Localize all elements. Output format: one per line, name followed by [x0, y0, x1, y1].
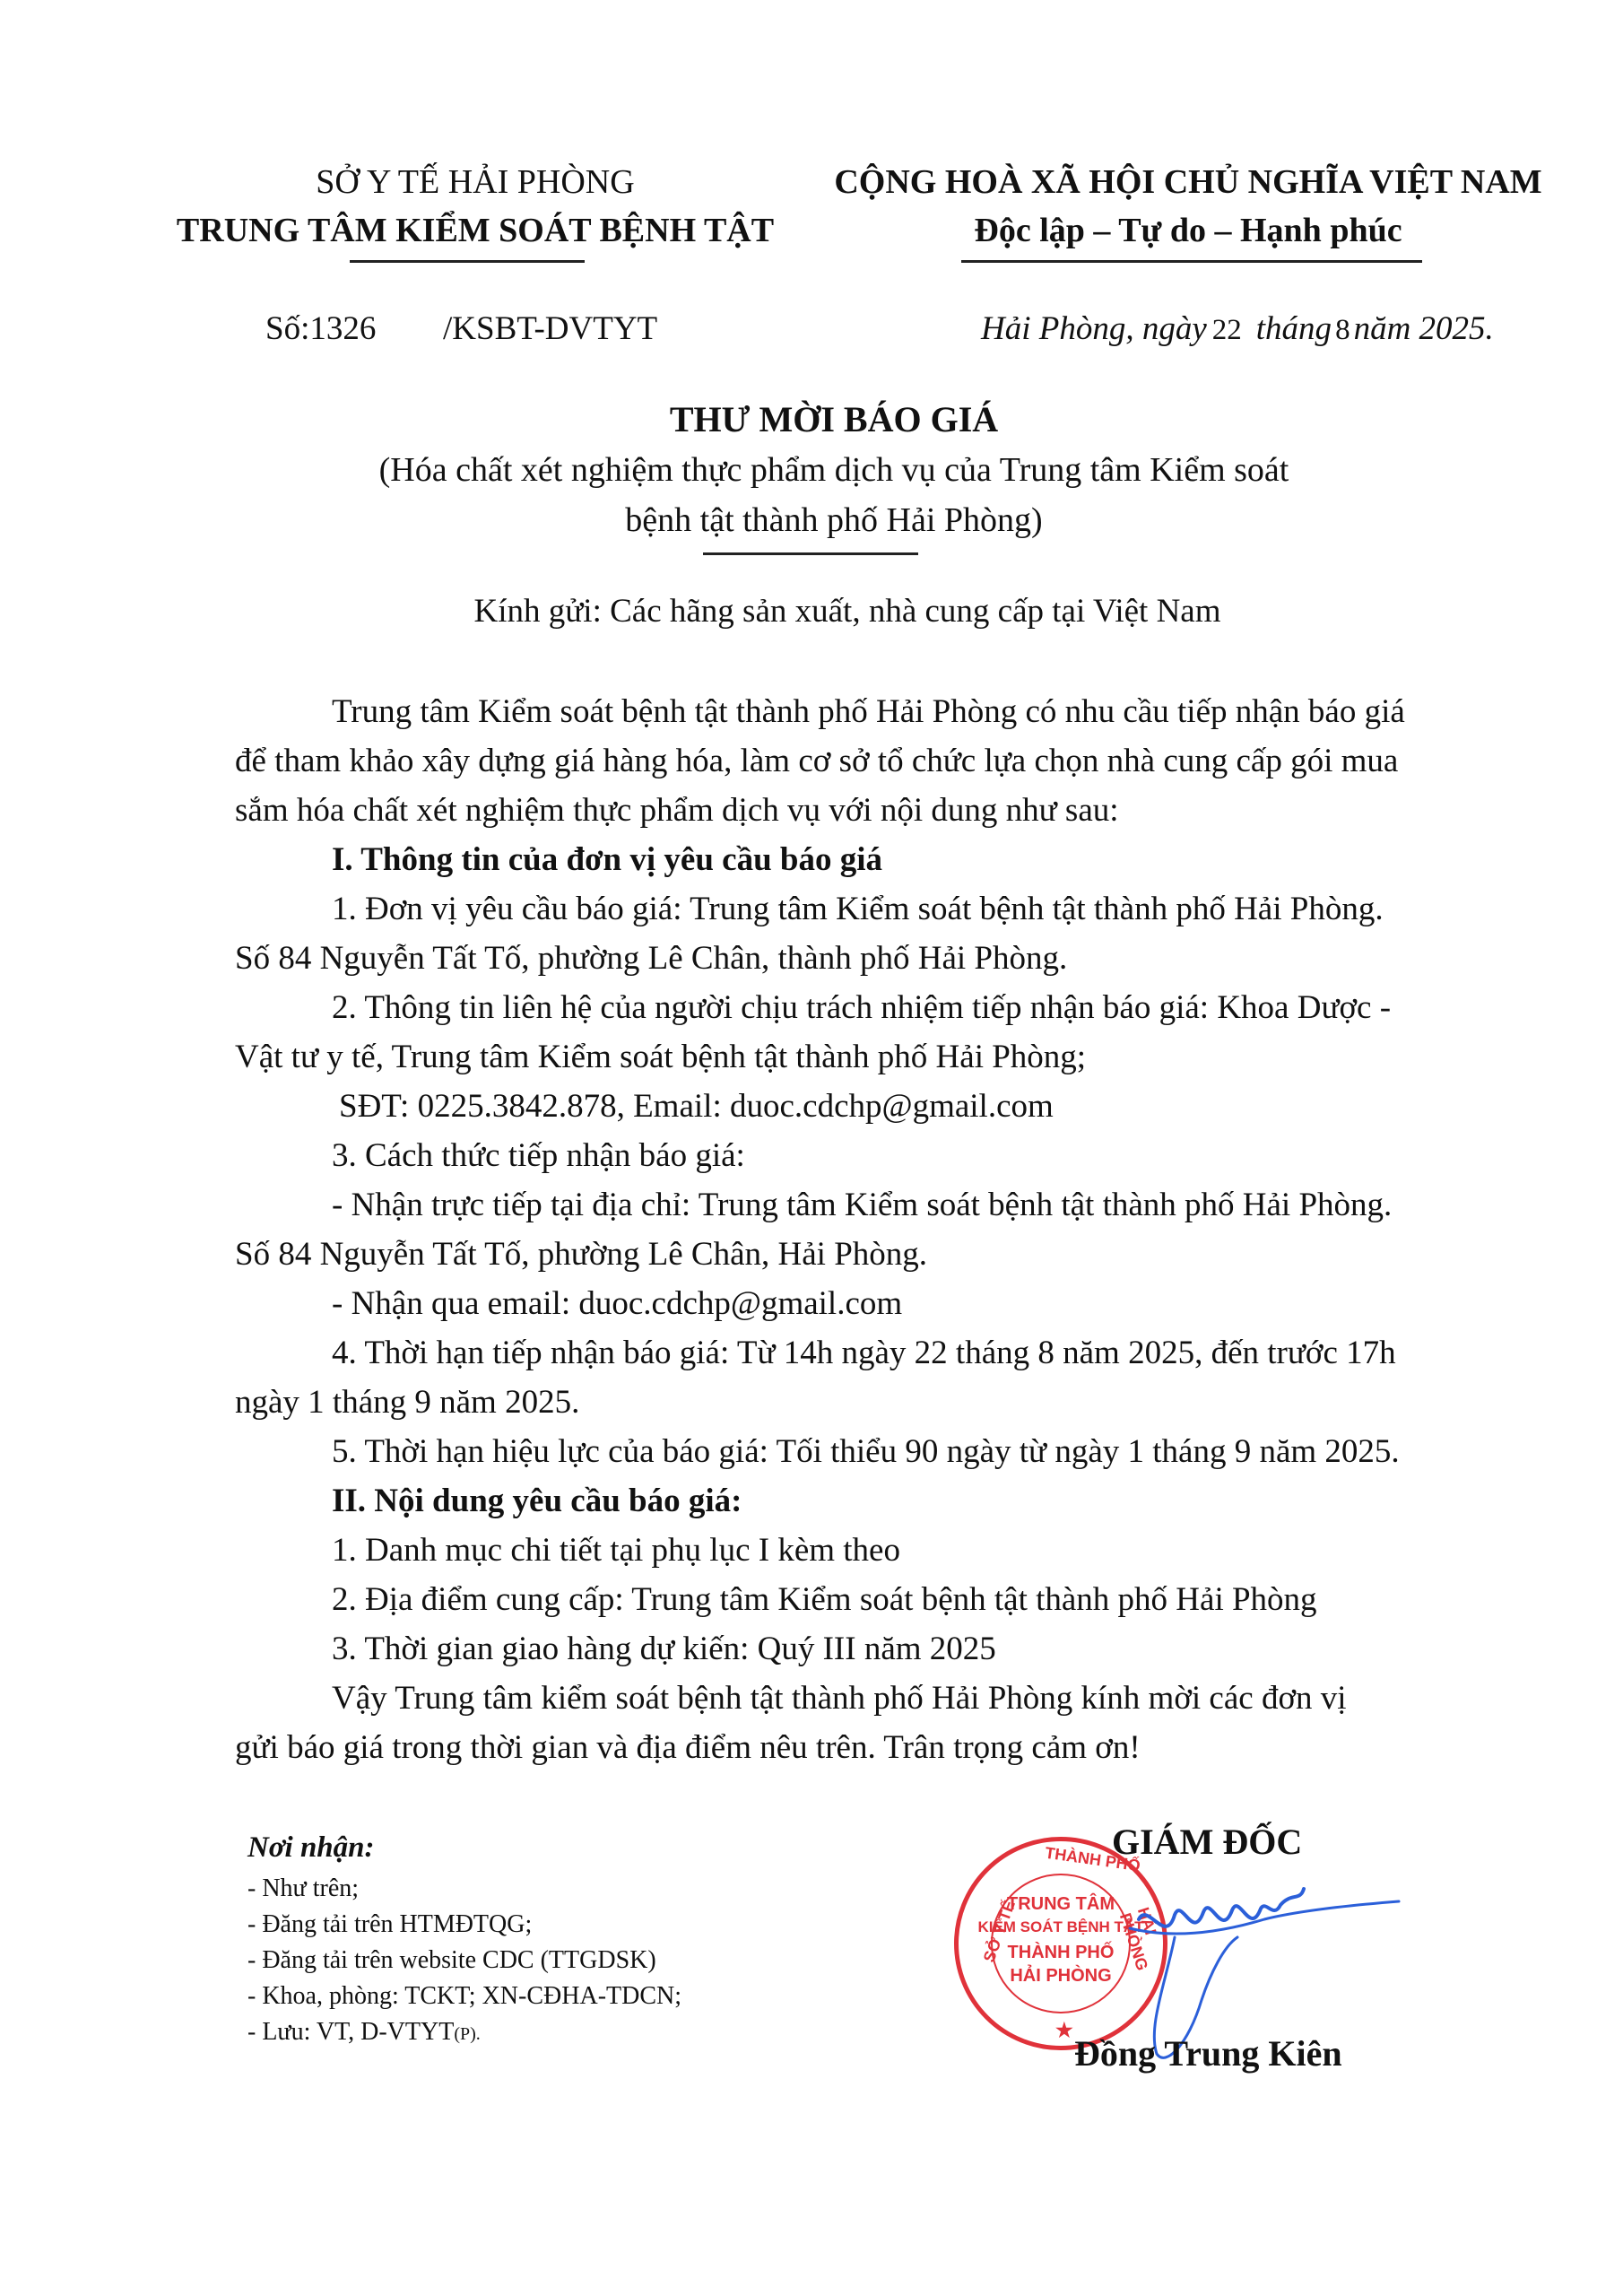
intro-line-1: Trung tâm Kiểm soát bệnh tật thành phố Hải Phòng có nhu cầu tiếp nhận báo giá: [332, 693, 1405, 730]
seal-text-2: KIỂM SOÁT BỆNH TẬT: [977, 1918, 1144, 1935]
document-title: THƯ MỜI BÁO GIÁ: [669, 399, 999, 439]
seal-ring-text: HẢI PHÒNG: [1115, 1905, 1160, 1973]
seal-text-1: TRUNG TÂM: [1007, 1894, 1115, 1914]
item-1-1-line-1: 1. Đơn vị yêu cầu báo giá: Trung tâm Kiểm soát bệnh tật thành phố Hải Phòng.: [332, 891, 1384, 927]
header-right: [816, 158, 1560, 255]
header-right-underline: [961, 260, 1422, 263]
section-2-heading: II. Nội dung yêu cầu báo giá:: [332, 1483, 742, 1519]
seal-ring-text: SỞ Y TẾ: [979, 1898, 1020, 1965]
date-month-label: tháng: [1255, 310, 1332, 347]
recipient-item: - Đăng tải trên HTMĐTQG;: [247, 1910, 533, 1938]
document-date: [981, 305, 1494, 354]
number-prefix: Số:: [265, 310, 310, 347]
archive-text: - Lưu: VT, D-VTYT: [247, 2018, 455, 2046]
intro-line-2: để tham khảo xây dựng giá hàng hóa, làm cơ sở tổ chức lựa chọn nhà cung cấp gói mua: [235, 743, 1399, 779]
recipients-list: [247, 1871, 681, 2052]
national-motto: Độc lập – Tự do – Hạnh phúc: [974, 212, 1402, 249]
recipient-item: - Khoa, phòng: TCKT; XN-CĐHA-TDCN;: [247, 1982, 682, 2010]
date-day: 22: [1211, 314, 1242, 346]
document-subtitle-2: bệnh tật thành phố Hải Phòng): [625, 501, 1043, 539]
section-1-heading: I. Thông tin của đơn vị yêu cầu báo giá: [332, 841, 883, 878]
document-code: /KSBT-DVTYT: [443, 310, 658, 347]
seal-star: ★: [1055, 2019, 1073, 2041]
item-2-3: 3. Thời gian giao hàng dự kiến: Quý III năm 2025: [332, 1631, 996, 1667]
date-year: năm 2025.: [1353, 310, 1494, 347]
seal-text-3: THÀNH PHỐ: [1007, 1943, 1115, 1962]
closing-line-1: Vậy Trung tâm kiểm soát bệnh tật thành phố Hải Phòng kính mời các đơn vị: [332, 1680, 1347, 1717]
date-month: 8: [1335, 314, 1350, 346]
country-name: CỘNG HOÀ XÃ HỘI CHỦ NGHĨA VIỆT NAM: [834, 163, 1542, 201]
document-number: [265, 305, 376, 353]
recipient-archive: [247, 2014, 681, 2052]
seal-ring-text: THÀNH PHỐ: [1044, 1843, 1141, 1875]
recipient-line: Kính gửi: Các hãng sản xuất, nhà cung cấp tại Việt Nam: [473, 593, 1221, 630]
item-2-1: 1. Danh mục chi tiết tại phụ lục I kèm theo: [332, 1532, 900, 1569]
item-1-4-line-1: 4. Thời hạn tiếp nhận báo giá: Từ 14h ngày 22 tháng 8 năm 2025, đến trước 17h: [332, 1335, 1396, 1371]
item-1-2-line-2: Vật tư y tế, Trung tâm Kiểm soát bệnh tật thành phố Hải Phòng;: [235, 1039, 1087, 1075]
agency-name: TRUNG TÂM KIỂM SOÁT BỆNH TẬT: [176, 212, 775, 249]
recipient-item: - Đăng tải trên website CDC (TTGDSK): [247, 1946, 656, 1974]
item-1-3-direct-line-2: Số 84 Nguyễn Tất Tố, phường Lê Chân, Hải Phòng.: [235, 1236, 928, 1273]
header-left-underline: [350, 260, 585, 263]
title-underline: [703, 552, 918, 555]
intro-line-3: sắm hóa chất xét nghiệm thực phẩm dịch vụ với nội dung như sau:: [235, 792, 1119, 829]
date-prefix: Hải Phòng, ngày: [981, 310, 1207, 347]
seal-text-4: HẢI PHÒNG: [1010, 1966, 1112, 1986]
recipient-item: - Như trên;: [247, 1874, 360, 1902]
item-1-4-line-2: ngày 1 tháng 9 năm 2025.: [235, 1384, 580, 1421]
document-subtitle-1: (Hóa chất xét nghiệm thực phẩm dịch vụ của Trung tâm Kiểm soát: [378, 451, 1289, 489]
signer-title: GIÁM ĐỐC: [1112, 1822, 1303, 1862]
item-1-1-line-2: Số 84 Nguyễn Tất Tố, phường Lê Chân, thành phố Hải Phòng.: [235, 940, 1068, 977]
closing-line-2: gửi báo giá trong thời gian và địa điểm nêu trên. Trân trọng cảm ơn!: [235, 1729, 1141, 1766]
recipients-heading: Nơi nhận:: [247, 1831, 375, 1864]
agency-parent: SỞ Y TẾ HẢI PHÒNG: [316, 163, 635, 201]
number-value: 1326: [309, 310, 377, 347]
item-1-3-direct-line-1: - Nhận trực tiếp tại địa chỉ: Trung tâm Kiểm soát bệnh tật thành phố Hải Phòng.: [332, 1187, 1393, 1223]
item-2-2: 2. Địa điểm cung cấp: Trung tâm Kiểm soát bệnh tật thành phố Hải Phòng: [332, 1581, 1317, 1618]
item-1-5: 5. Thời hạn hiệu lực của báo giá: Tối thiểu 90 ngày từ ngày 1 tháng 9 năm 2025.: [332, 1433, 1400, 1470]
header-left: [152, 158, 798, 255]
item-1-3-email: - Nhận qua email: duoc.cdchp@gmail.com: [332, 1285, 903, 1322]
archive-suffix: (P).: [454, 2024, 481, 2044]
item-1-3: 3. Cách thức tiếp nhận báo giá:: [332, 1137, 745, 1174]
contact-phone-email: SĐT: 0225.3842.878, Email: duoc.cdchp@gmail.com: [339, 1088, 1054, 1125]
title-block: [0, 395, 1623, 545]
signer-name: Đồng Trung Kiên: [1074, 2033, 1342, 2074]
item-1-2-line-1: 2. Thông tin liên hệ của người chịu trách nhiệm tiếp nhận báo giá: Khoa Dược -: [332, 989, 1392, 1026]
